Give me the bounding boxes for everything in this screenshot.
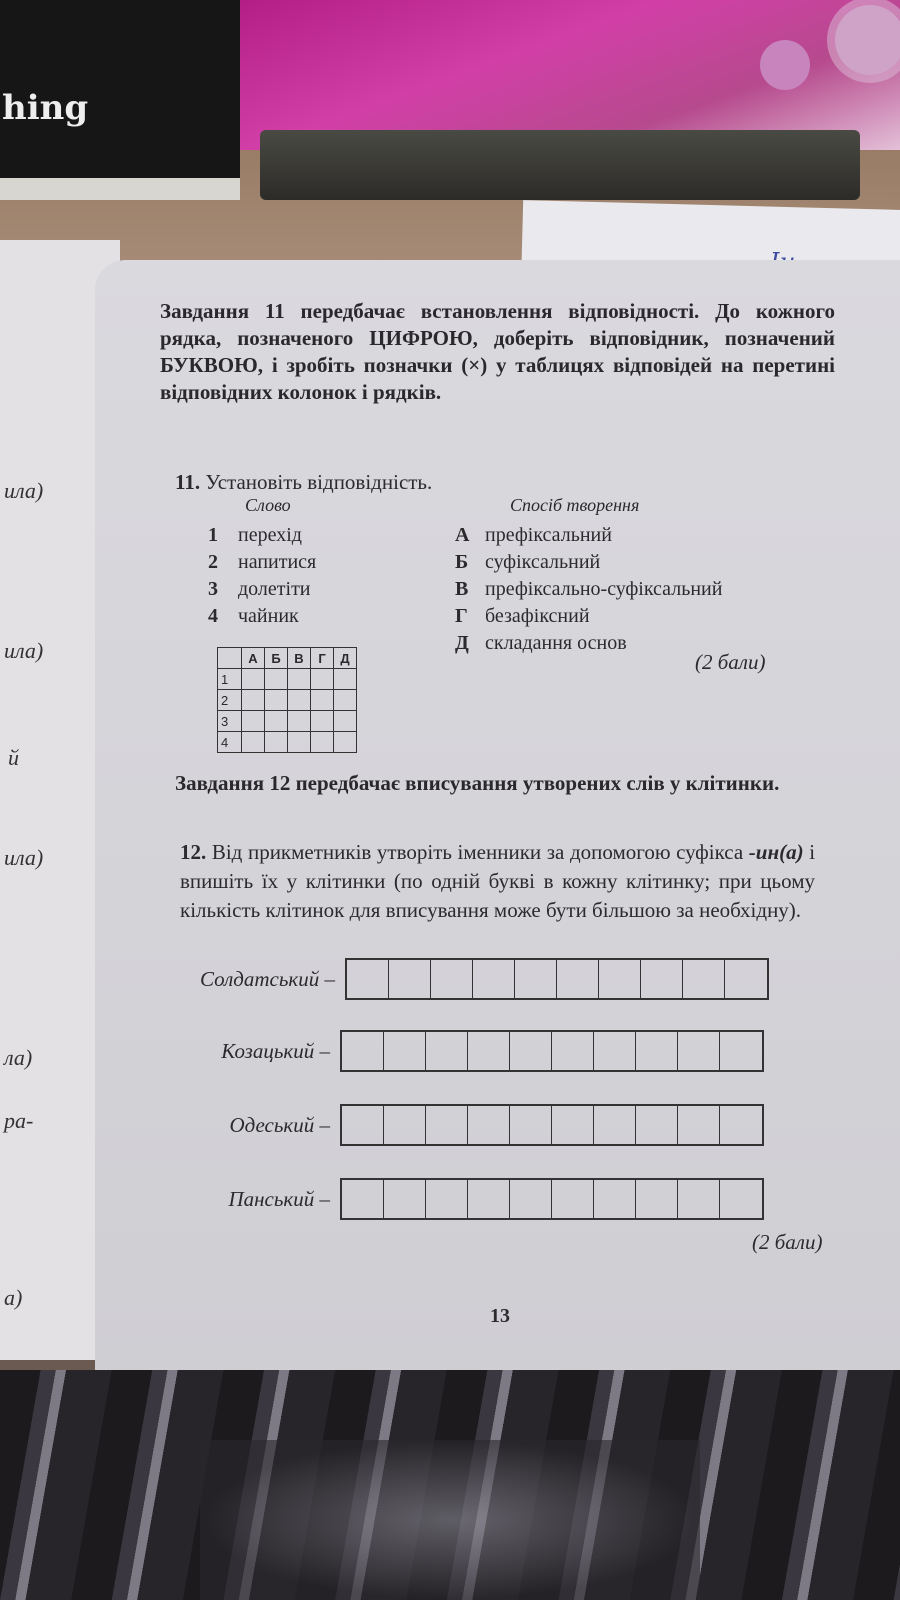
letter-cell[interactable] [468, 1106, 510, 1144]
letter-cell[interactable] [515, 960, 557, 998]
previous-page-edge: ила) ила) й ила) ла) ра- а) [0, 240, 120, 1360]
grid-row: 3 [218, 711, 357, 732]
letter-cell[interactable] [678, 1106, 720, 1144]
list-item: Д складання основ [455, 632, 627, 654]
letter-cell[interactable] [384, 1032, 426, 1070]
grid-row: 1 [218, 669, 357, 690]
letter-cell[interactable] [426, 1106, 468, 1144]
answer-cell[interactable] [265, 711, 288, 732]
letter-cell[interactable] [426, 1032, 468, 1070]
task11-instruction: Завдання 11 передбачає встановлення відповідності. До кожного рядка, позначеного ЦИФРОЮ, доберіть відповідник, позначений БУКВОЮ, і зробіть позначки (×) у таблицях відповідей на перетині відповідних колонок і рядків. [160, 299, 835, 404]
answer-cell[interactable] [311, 732, 334, 753]
letter-cell[interactable] [342, 1032, 384, 1070]
task12-points: (2 бали) [752, 1230, 823, 1254]
letter-cell[interactable] [342, 1180, 384, 1218]
black-book [0, 0, 240, 200]
letter-cell[interactable] [342, 1106, 384, 1144]
answer-cell[interactable] [334, 669, 357, 690]
answer-cell[interactable] [242, 690, 265, 711]
answer-cell[interactable] [242, 711, 265, 732]
list-item: 2 напитися [208, 551, 317, 573]
letter-cell[interactable] [384, 1180, 426, 1218]
letter-cell[interactable] [510, 1106, 552, 1144]
letter-cell[interactable] [426, 1180, 468, 1218]
column-header-word: Слово [245, 495, 291, 515]
letter-cell[interactable] [552, 1032, 594, 1070]
list-item: Г безафіксний [455, 605, 590, 627]
answer-cell[interactable] [265, 732, 288, 753]
answer-cell[interactable] [311, 690, 334, 711]
grey-book [260, 130, 860, 200]
letter-cell[interactable] [431, 960, 473, 998]
answer-grid [217, 647, 357, 753]
method-list [455, 522, 722, 657]
letter-cell[interactable] [636, 1106, 678, 1144]
letter-cell[interactable] [384, 1106, 426, 1144]
column-header-method: Спосіб творення [510, 495, 640, 515]
word-list [208, 522, 316, 630]
word-row [145, 958, 769, 1000]
letter-cells [345, 958, 769, 1000]
letter-cell[interactable] [594, 1106, 636, 1144]
list-item: В префіксально-суфіксальний [455, 578, 723, 600]
fabric-background [200, 1440, 700, 1600]
page-number: 13 [490, 1305, 510, 1327]
list-item: А префіксальний [455, 524, 612, 546]
answer-cell[interactable] [334, 690, 357, 711]
answer-cell[interactable] [242, 732, 265, 753]
pink-notebook [240, 0, 900, 150]
letter-cell[interactable] [473, 960, 515, 998]
letter-cell[interactable] [510, 1180, 552, 1218]
answer-cell[interactable] [334, 732, 357, 753]
flower-pattern [835, 5, 900, 75]
word-row [140, 1104, 764, 1146]
task12-instruction: Завдання 12 передбачає вписування утворених слів у клітинки. [175, 771, 780, 795]
grid-header-row: А Б В Г Д [218, 648, 357, 669]
word-row [140, 1030, 764, 1072]
answer-cell[interactable] [311, 669, 334, 690]
answer-cell[interactable] [265, 669, 288, 690]
grid-row: 2 [218, 690, 357, 711]
list-item: Б суфіксальний [455, 551, 601, 573]
letter-cell[interactable] [720, 1180, 762, 1218]
task11-title: 11. Установіть відповідність. [175, 470, 433, 494]
letter-cell[interactable] [347, 960, 389, 998]
letter-cell[interactable] [552, 1180, 594, 1218]
letter-cell[interactable] [599, 960, 641, 998]
letter-cells [340, 1030, 764, 1072]
grid-row: 4 [218, 732, 357, 753]
letter-cell[interactable] [510, 1032, 552, 1070]
letter-cell[interactable] [552, 1106, 594, 1144]
letter-cell[interactable] [641, 960, 683, 998]
letter-cell[interactable] [557, 960, 599, 998]
answer-cell[interactable] [242, 669, 265, 690]
word-label: Одеський – [229, 1112, 330, 1137]
letter-cell[interactable] [468, 1180, 510, 1218]
word-row [140, 1178, 764, 1220]
word-label: Козацький – [221, 1038, 330, 1063]
task12-text: 12. Від прикметників утворіть іменники за допомогою суфікса -ин(а) і впишіть їх у клітинки (по одній букві в кожну клітинку; при цьому кількість клітинок для вписування може бути більшою за необхідну). [180, 840, 816, 922]
letter-cell[interactable] [683, 960, 725, 998]
letter-cell[interactable] [594, 1180, 636, 1218]
word-label: Панський – [228, 1186, 330, 1211]
list-item: 1 перехід [208, 524, 302, 546]
answer-cell[interactable] [288, 711, 311, 732]
letter-cells [340, 1178, 764, 1220]
word-label: Солдатський – [199, 966, 335, 991]
letter-cell[interactable] [636, 1180, 678, 1218]
letter-cell[interactable] [678, 1180, 720, 1218]
list-item: 3 долетіти [208, 578, 311, 600]
task11-points: (2 бали) [695, 650, 766, 674]
answer-cell[interactable] [334, 711, 357, 732]
answer-cell[interactable] [288, 669, 311, 690]
letter-cell[interactable] [468, 1032, 510, 1070]
answer-cell[interactable] [311, 711, 334, 732]
letter-cell[interactable] [725, 960, 767, 998]
letter-cell[interactable] [720, 1106, 762, 1144]
letter-cell[interactable] [594, 1032, 636, 1070]
letter-cell[interactable] [720, 1032, 762, 1070]
letter-cell[interactable] [636, 1032, 678, 1070]
letter-cell[interactable] [389, 960, 431, 998]
book-spine-text: hing [2, 88, 89, 128]
letter-cell[interactable] [678, 1032, 720, 1070]
answer-cell[interactable] [265, 690, 288, 711]
answer-cell[interactable] [288, 732, 311, 753]
flower-pattern [760, 40, 810, 90]
answer-cell[interactable] [288, 690, 311, 711]
list-item: 4 чайник [208, 605, 299, 627]
letter-cells [340, 1104, 764, 1146]
